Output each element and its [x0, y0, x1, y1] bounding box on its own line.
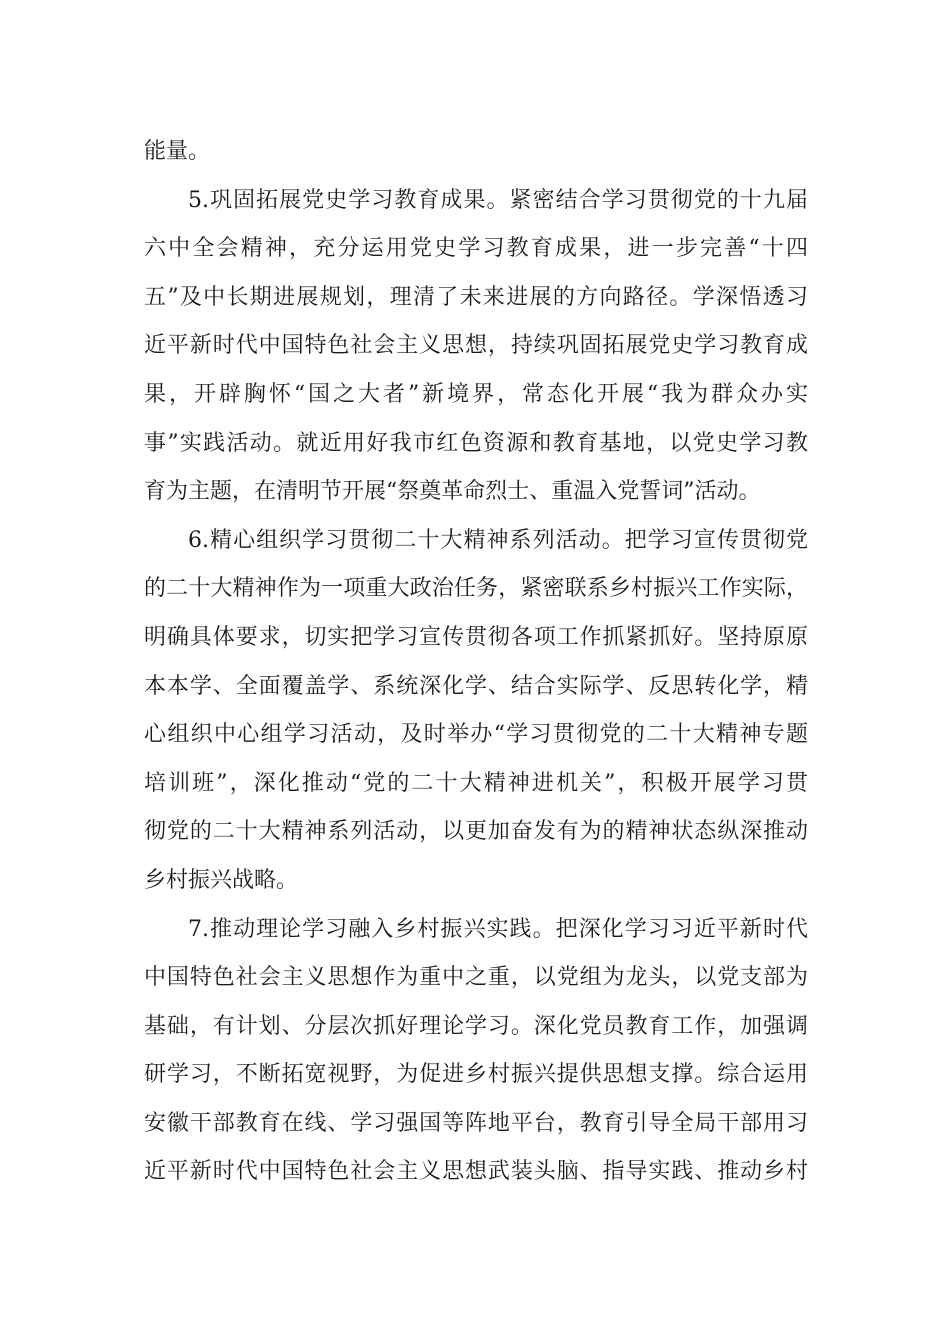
- paragraph-first-line: 6.精心组织学习贯彻二十大精神系列活动。把学习宣传贯彻党: [188, 527, 808, 553]
- text-line: 培训班”，深化推动“党的二十大精神进机关”，积极开展学习贯: [144, 770, 808, 796]
- text-line: 明确具体要求，切实把学习宣传贯彻各项工作抓紧抓好。坚持原原: [144, 624, 808, 650]
- text-line: 中国特色社会主义思想作为重中之重，以党组为龙头，以党支部为: [144, 965, 808, 991]
- text-line: 心组织中心组学习活动，及时举办“学习贯彻党的二十大精神专题: [144, 722, 808, 748]
- text-line: 安徽干部教育在线、学习强国等阵地平台，教育引导全局干部用习: [144, 1110, 808, 1136]
- text-line: 基础，有计划、分层次抓好理论学习。深化党员教育工作，加强调: [144, 1013, 808, 1039]
- text-line: 育为主题，在清明节开展“祭奠革命烈士、重温入党誓词”活动。: [144, 479, 761, 505]
- paragraph-first-line: 7.推动理论学习融入乡村振兴实践。把深化学习习近平新时代: [188, 916, 808, 942]
- text-line: 彻党的二十大精神系列活动，以更加奋发有为的精神状态纵深推动: [144, 819, 808, 845]
- text-line: 五”及中长期进展规划，理清了未来进展的方向路径。学深悟透习: [144, 284, 808, 310]
- paragraph-first-line: 5.巩固拓展党史学习教育成果。紧密结合学习贯彻党的十九届: [188, 187, 808, 213]
- text-line: 果，开辟胸怀“国之大者”新境界，常态化开展“我为群众办实: [144, 381, 808, 407]
- text-line: 近平新时代中国特色社会主义思想，持续巩固拓展党史学习教育成: [144, 333, 808, 359]
- text-line: 本本学、全面覆盖学、系统深化学、结合实际学、反思转化学，精: [144, 673, 808, 699]
- text-line: 六中全会精神，充分运用党史学习教育成果，进一步完善“十四: [144, 236, 808, 262]
- document-body: [144, 128, 808, 1197]
- text-line: 的二十大精神作为一项重大政治任务，紧密联系乡村振兴工作实际，: [144, 576, 808, 602]
- text-line: 能量。: [144, 139, 211, 164]
- text-line: 事”实践活动。就近用好我市红色资源和教育基地，以党史学习教: [144, 430, 808, 456]
- text-line: 乡村振兴战略。: [144, 867, 299, 893]
- text-line: 研学习，不断拓宽视野，为促进乡村振兴提供思想支撑。综合运用: [144, 1062, 808, 1088]
- text-line: 近平新时代中国特色社会主义思想武装头脑、指导实践、推动乡村: [144, 1159, 808, 1185]
